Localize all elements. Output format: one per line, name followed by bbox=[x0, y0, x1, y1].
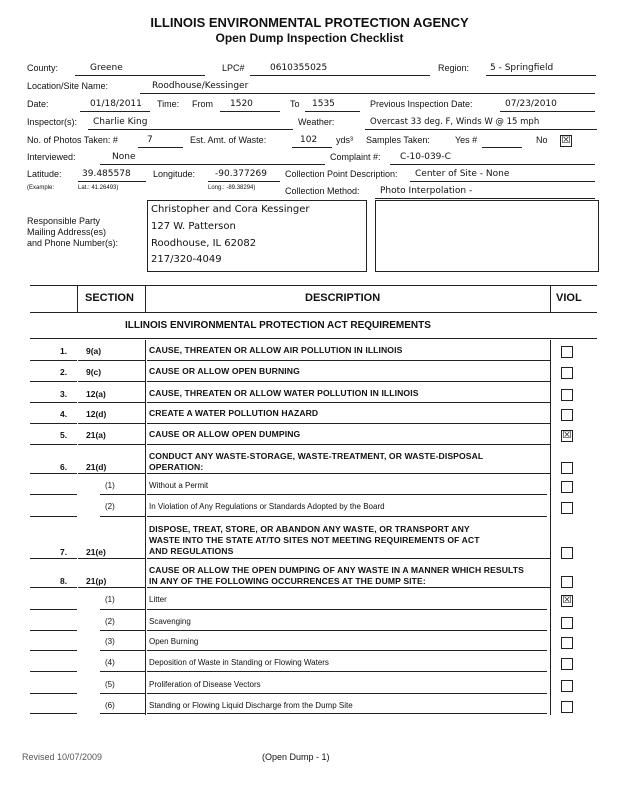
col-section-header: SECTION bbox=[85, 292, 134, 304]
row-description: DISPOSE, TREAT, STORE, OR ABANDON ANY WASTE, OR TRANSPORT ANY WASTE INTO THE STATE AT/TO SITES NOT MEETING REQUIREMENTS OF ACT AND REGULATIONS bbox=[149, 524, 480, 556]
row-number: 4. bbox=[60, 409, 68, 419]
row-number: 6. bbox=[60, 462, 68, 472]
violation-checkbox[interactable] bbox=[561, 680, 573, 692]
violation-checkbox[interactable] bbox=[561, 658, 573, 670]
collection-method-label: Collection Method: bbox=[285, 186, 360, 196]
county-label: County: bbox=[27, 63, 59, 73]
row-description: Litter bbox=[149, 595, 167, 604]
photos-value[interactable]: 7 bbox=[147, 135, 153, 145]
responsible-party-box[interactable] bbox=[147, 200, 367, 272]
collection-point-label: Collection Point Description: bbox=[285, 169, 398, 179]
row-description: CONDUCT ANY WASTE-STORAGE, WASTE-TREATMENT, OR WASTE-DISPOSAL OPERATION: bbox=[149, 451, 484, 472]
row-section: (2) bbox=[105, 617, 115, 626]
row-section: 21(p) bbox=[86, 576, 107, 586]
row-description: Deposition of Waste in Standing or Flowing Waters bbox=[149, 658, 329, 667]
form-subtitle: Open Dump Inspection Checklist bbox=[215, 31, 404, 45]
row-description: Proliferation of Disease Vectors bbox=[149, 680, 261, 689]
row-number: 3. bbox=[60, 389, 68, 399]
row-description: CAUSE OR ALLOW THE OPEN DUMPING OF ANY WASTE IN A MANNER WHICH RESULTS IN ANY OF THE FOLLOWING OCCURRENCES AT THE DUMP SITE: bbox=[149, 565, 524, 586]
samples-yes-label: Yes # bbox=[455, 135, 478, 145]
previous-inspection-label: Previous Inspection Date: bbox=[370, 99, 473, 109]
from-value[interactable]: 1520 bbox=[230, 99, 253, 109]
longitude-label: Longitude: bbox=[153, 169, 196, 179]
agency-title: ILLINOIS ENVIRONMENTAL PROTECTION AGENCY bbox=[150, 15, 469, 30]
inspector-value[interactable]: Charlie King bbox=[93, 117, 148, 127]
responsible-party-label: Responsible Party Mailing Address(es) and Phone Number(s): bbox=[27, 216, 119, 248]
violation-checkbox[interactable] bbox=[561, 617, 573, 629]
violation-checkbox[interactable] bbox=[561, 502, 573, 514]
weather-value[interactable]: Overcast 33 deg. F, Winds W @ 15 mph bbox=[370, 117, 540, 127]
row-description: CAUSE OR ALLOW OPEN DUMPING bbox=[149, 429, 301, 439]
collection-method-value[interactable]: Photo Interpolation - bbox=[380, 186, 473, 196]
responsible-line-1: Christopher and Cora Kessinger bbox=[151, 204, 310, 215]
page-label: (Open Dump - 1) bbox=[262, 752, 330, 762]
row-number: 2. bbox=[60, 367, 68, 377]
example-longitude: Long.: -89.38294) bbox=[208, 185, 256, 191]
row-section: 21(e) bbox=[86, 547, 106, 557]
row-description: Open Burning bbox=[149, 637, 199, 646]
violation-checkbox[interactable]: ☒ bbox=[562, 430, 572, 441]
interviewed-label: Interviewed: bbox=[27, 152, 76, 162]
row-section: 12(d) bbox=[86, 409, 107, 419]
row-section: 9(c) bbox=[86, 367, 102, 377]
collection-point-value[interactable]: Center of Site - None bbox=[415, 169, 510, 179]
row-description: Standing or Flowing Liquid Discharge from the Dump Site bbox=[149, 701, 353, 710]
row-section: (2) bbox=[105, 502, 115, 511]
violation-checkbox[interactable] bbox=[561, 637, 573, 649]
group-title: ILLINOIS ENVIRONMENTAL PROTECTION ACT REQUIREMENTS bbox=[125, 320, 431, 331]
from-label: From bbox=[192, 99, 213, 109]
row-number: 7. bbox=[60, 547, 68, 557]
samples-no-label: No bbox=[536, 135, 548, 145]
inspector-label: Inspector(s): bbox=[27, 117, 78, 127]
complaint-value[interactable]: C-10-039-C bbox=[400, 152, 451, 162]
latitude-label: Latitude: bbox=[27, 169, 62, 179]
date-value[interactable]: 01/18/2011 bbox=[90, 99, 142, 109]
row-section: (1) bbox=[105, 595, 115, 604]
row-description: In Violation of Any Regulations or Standards Adopted by the Board bbox=[149, 502, 385, 511]
responsible-party-box-2[interactable] bbox=[375, 200, 599, 272]
responsible-line-2: 127 W. Patterson bbox=[151, 221, 236, 232]
row-section: (5) bbox=[105, 680, 115, 689]
complaint-label: Complaint #: bbox=[330, 152, 381, 162]
row-section: (4) bbox=[105, 658, 115, 667]
violation-checkbox[interactable] bbox=[561, 462, 573, 474]
violation-checkbox[interactable] bbox=[561, 701, 573, 713]
desc-column-divider bbox=[145, 340, 146, 715]
longitude-value[interactable]: -90.377269 bbox=[215, 169, 267, 179]
waste-label: Est. Amt. of Waste: bbox=[190, 135, 267, 145]
samples-no-checkbox[interactable]: ☒ bbox=[561, 135, 571, 146]
latitude-value[interactable]: 39.485578 bbox=[82, 169, 131, 179]
previous-inspection-value[interactable]: 07/23/2010 bbox=[505, 99, 557, 109]
revised-date: Revised 10/07/2009 bbox=[22, 752, 103, 762]
col-description-header: DESCRIPTION bbox=[305, 292, 381, 304]
waste-value[interactable]: 102 bbox=[300, 135, 318, 145]
example-latitude: Lat.: 41.26493) bbox=[78, 185, 119, 191]
lpc-label: LPC# bbox=[222, 63, 245, 73]
violation-checkbox[interactable] bbox=[561, 367, 573, 379]
row-section: (1) bbox=[105, 481, 115, 490]
responsible-line-4: 217/320-4049 bbox=[151, 254, 222, 265]
samples-label: Samples Taken: bbox=[366, 135, 430, 145]
row-section: (3) bbox=[105, 637, 115, 646]
row-section: (6) bbox=[105, 701, 115, 710]
region-label: Region: bbox=[438, 63, 470, 73]
row-description: Scavenging bbox=[149, 617, 191, 626]
violation-checkbox[interactable] bbox=[561, 547, 573, 559]
date-label: Date: bbox=[27, 99, 49, 109]
violation-checkbox[interactable] bbox=[561, 409, 573, 421]
row-number: 8. bbox=[60, 576, 68, 586]
location-label: Location/Site Name: bbox=[27, 81, 109, 91]
row-number: 5. bbox=[60, 430, 68, 440]
col-viol-header: VIOL bbox=[556, 292, 582, 304]
row-description: Without a Permit bbox=[149, 481, 209, 490]
row-section: 9(a) bbox=[86, 346, 102, 356]
row-number: 1. bbox=[60, 346, 68, 356]
time-label: Time: bbox=[157, 99, 180, 109]
row-section: 21(a) bbox=[86, 430, 106, 440]
row-description: CAUSE OR ALLOW OPEN BURNING bbox=[149, 366, 300, 376]
county-value[interactable]: Greene bbox=[90, 63, 123, 73]
lpc-value[interactable]: 0610355025 bbox=[270, 63, 328, 73]
violation-checkbox[interactable] bbox=[561, 576, 573, 588]
to-value[interactable]: 1535 bbox=[312, 99, 335, 109]
responsible-line-3: Roodhouse, IL 62082 bbox=[151, 238, 257, 249]
location-value[interactable]: Roodhouse/Kessinger bbox=[152, 81, 249, 91]
region-value[interactable]: 5 - Springfield bbox=[490, 63, 554, 73]
waste-unit: yds³ bbox=[336, 135, 354, 145]
violation-checkbox[interactable] bbox=[561, 389, 573, 401]
viol-column-divider bbox=[550, 340, 551, 715]
weather-label: Weather: bbox=[298, 117, 335, 127]
interviewed-value[interactable]: None bbox=[112, 152, 136, 162]
photos-label: No. of Photos Taken: # bbox=[27, 135, 118, 145]
violation-checkbox[interactable]: ☒ bbox=[562, 595, 572, 606]
row-description: CREATE A WATER POLLUTION HAZARD bbox=[149, 408, 319, 418]
example-label: (Example: bbox=[27, 185, 55, 191]
violation-checkbox[interactable] bbox=[561, 346, 573, 358]
violation-checkbox[interactable] bbox=[561, 481, 573, 493]
row-description: CAUSE, THREATEN OR ALLOW AIR POLLUTION IN ILLINOIS bbox=[149, 345, 403, 355]
row-description: CAUSE, THREATEN OR ALLOW WATER POLLUTION IN ILLINOIS bbox=[149, 388, 419, 398]
to-label: To bbox=[290, 99, 300, 109]
row-section: 12(a) bbox=[86, 389, 106, 399]
row-section: 21(d) bbox=[86, 462, 107, 472]
